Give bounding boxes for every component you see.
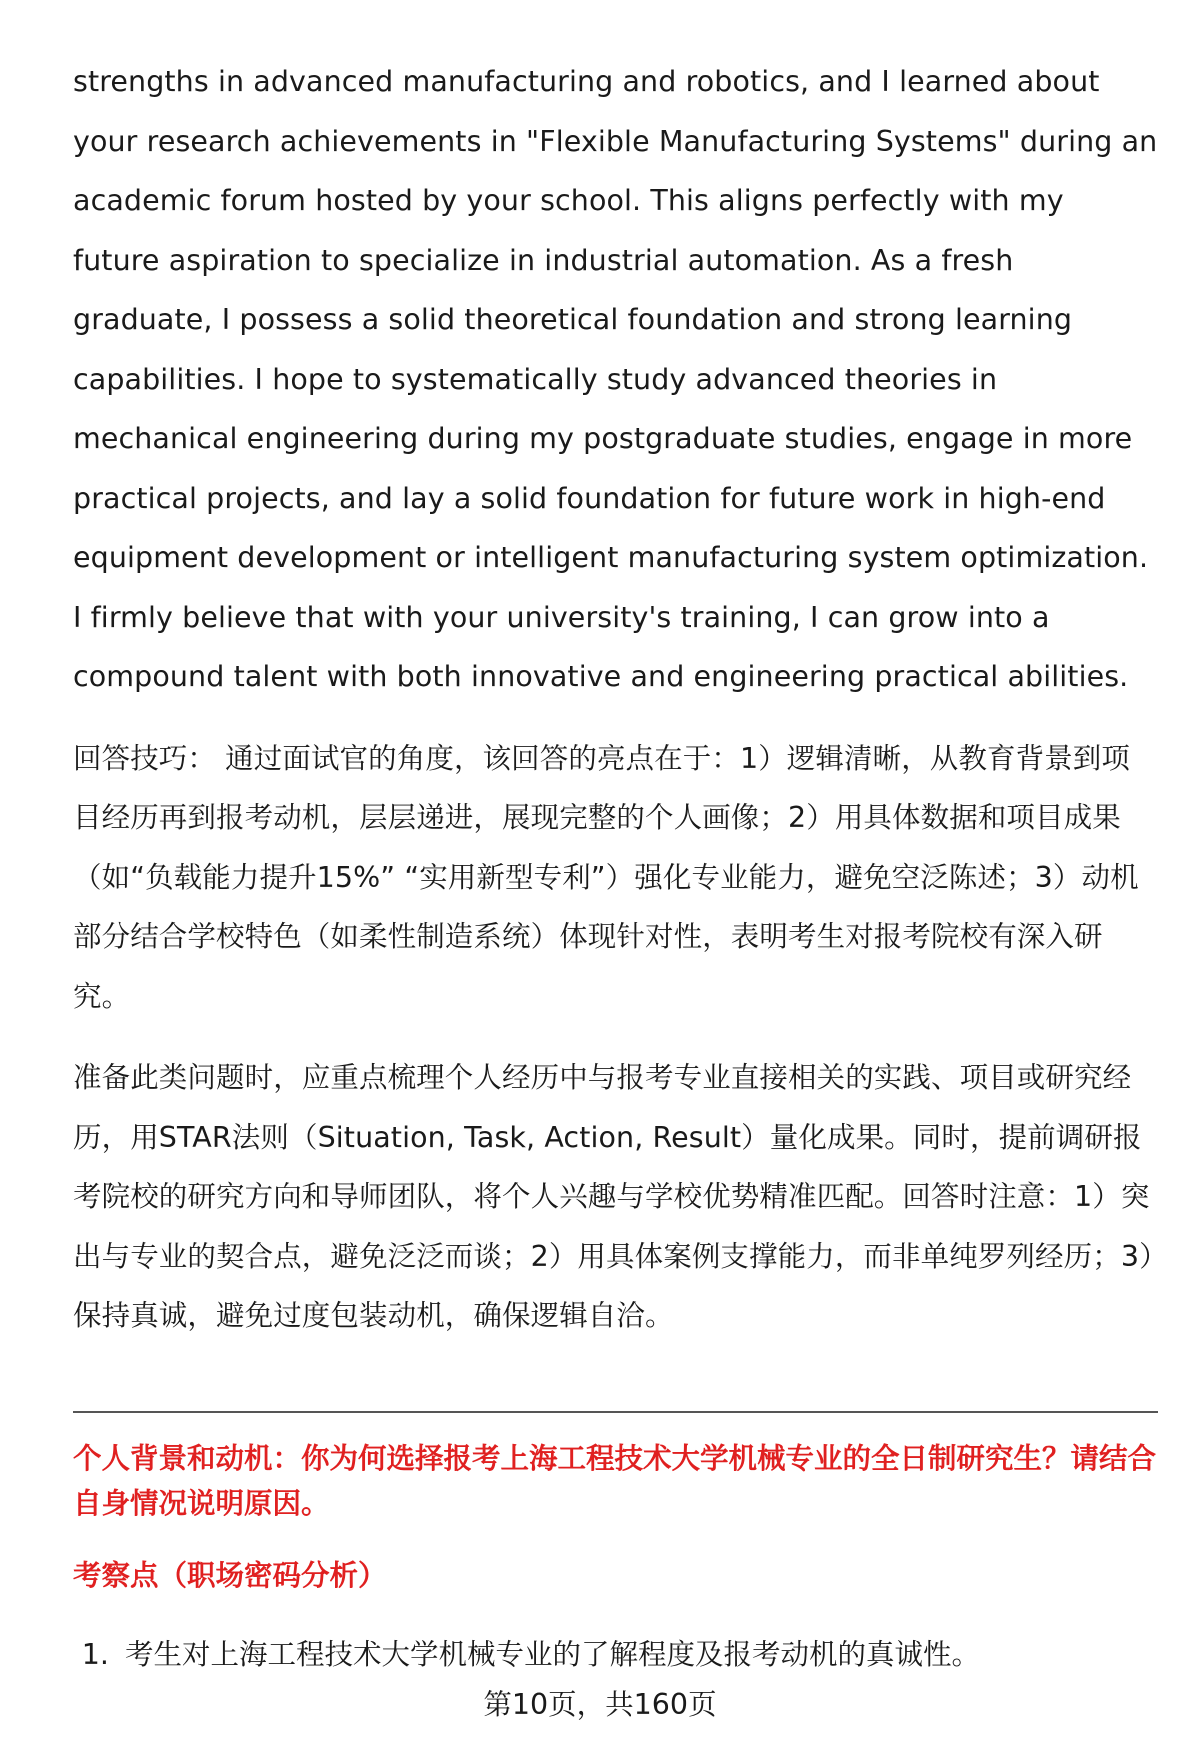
body-paragraph-answer-tips: 回答技巧： 通过面试官的角度，该回答的亮点在于：1）逻辑清晰，从教育背景到项目经历再到报考动机，层层递进，展现完整的个人画像；2）用具体数据和项目成果（如“负载能力提升15%” “实用新型专利”）强化专业能力，避免空泛陈述；3）动机部分结合学校特色（如柔性制造系统）体现针对性，表明考生对报考院校有深入研究。 [73, 741, 1139, 1013]
assessment-points-heading: 考察点（职场密码分析） [73, 1559, 387, 1592]
body-paragraph-motivation-english: strengths in advanced manufacturing and robotics, and I learned about your research achievements in "Flexible Manufacturing Systems" during an academic forum hosted by your school. This aligns perfectly with my future aspiration to specialize in industrial automation. As a fresh graduate, I possess a solid theoretical foundation and strong learning capabilities. I hope to systematically study advanced theories in mechanical engineering during my postgraduate studies, engage in more practical projects, and lay a solid foundation for future work in high-end equipment development or intelligent manufacturing system optimization. I firmly believe that with your university's training, I can grow into a compound talent with both innovative and engineering practical abilities. [73, 65, 1158, 693]
section-divider [73, 1411, 1158, 1413]
list-item-number: 1. [81, 1638, 109, 1671]
document-body [73, 52, 1158, 1346]
list-item-text: 考生对上海工程技术大学机械专业的了解程度及报考动机的真诚性。 [125, 1638, 981, 1671]
assessment-points-list [73, 1633, 1158, 1677]
list-item [73, 1633, 1158, 1677]
body-paragraph-preparation-advice: 准备此类问题时，应重点梳理个人经历中与报考专业直接相关的实践、项目或研究经历，用STAR法则（Situation, Task, Action, Result）量化成果。同时，提前调研报考院校的研究方向和导师团队，将个人兴趣与学校优势精准匹配。回答时注意：1）突出与专业的契合点，避免泛泛而谈；2）用具体案例支撑能力，而非单纯罗列经历；3）保持真诚，避免过度包装动机，确保逻辑自洽。 [73, 1061, 1154, 1332]
page-number-footer: 第10页，共160页 [483, 1688, 717, 1721]
interview-question-heading: 个人背景和动机：你为何选择报考上海工程技术大学机械专业的全日制研究生？请结合自身情况说明原因。 [73, 1442, 1157, 1520]
